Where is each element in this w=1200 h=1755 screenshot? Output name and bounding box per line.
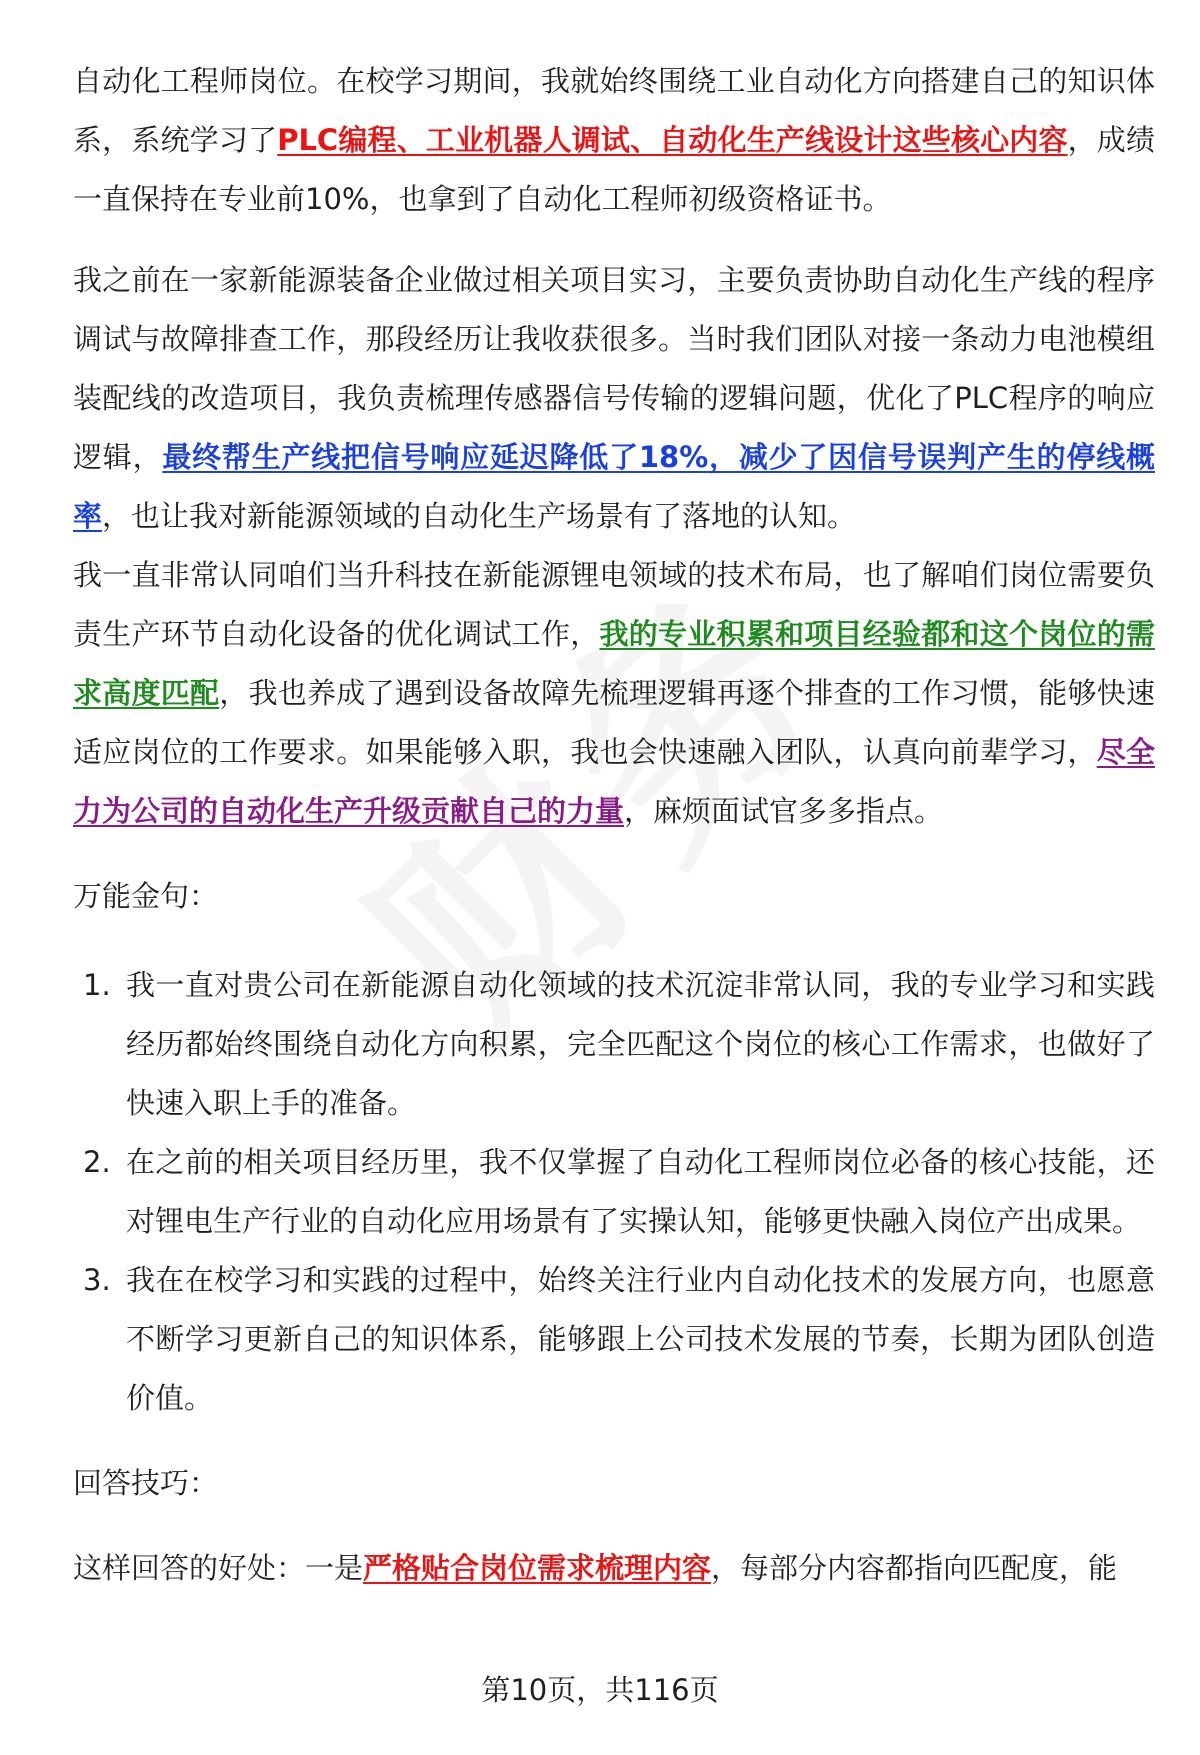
list-text: 我一直对贵公司在新能源自动化领域的技术沉淀非常认同，我的专业学习和实践经历都始终围绕自动化方向积累，完全匹配这个岗位的核心工作需求，也做好了快速入职上手的准备。 bbox=[126, 968, 1155, 1120]
list-number: 2. bbox=[83, 1145, 111, 1179]
text: ，成绩一直保持在专业前10%，也拿到了自动化工程师初级资格证书。 bbox=[73, 123, 1155, 216]
paragraph-education bbox=[73, 52, 1155, 229]
highlight-purple: 尽全力为公司的自动化生产升级贡献自己的力量 bbox=[73, 735, 1155, 828]
list-text: 在之前的相关项目经历里，我不仅掌握了自动化工程师岗位必备的核心技能，还对锂电生产行业的自动化应用场景有了实操认知，能够更快融入岗位产出成果。 bbox=[126, 1145, 1155, 1238]
highlight-green: 我的专业积累和项目经验都和这个岗位的需求高度匹配 bbox=[73, 617, 1155, 710]
paragraph-internship bbox=[73, 251, 1155, 546]
phrases-list bbox=[73, 956, 1155, 1428]
text: 这样回答的好处：一是 bbox=[73, 1551, 364, 1585]
list-number: 1. bbox=[83, 968, 111, 1002]
text: ，每部分内容都指向匹配度，能 bbox=[711, 1551, 1118, 1585]
text: 我一直非常认同咱们当升科技在新能源锂电领域的技术布局，也了解咱们岗位需要负责生产环节自动化设备的优化调试工作， bbox=[73, 558, 1155, 651]
text: ，麻烦面试官多多指点。 bbox=[624, 794, 944, 828]
list-text: 我在在校学习和实践的过程中，始终关注行业内自动化技术的发展方向，也愿意不断学习更新自己的知识体系，能够跟上公司技术发展的节奏，长期为团队创造价值。 bbox=[126, 1263, 1155, 1415]
highlight-blue: 最终帮生产线把信号响应延迟降低了18%，减少了因信号误判产生的停线概率 bbox=[73, 440, 1155, 533]
content-body bbox=[73, 52, 1155, 1598]
text: ，也让我对新能源领域的自动化生产场景有了落地的认知。 bbox=[102, 499, 857, 533]
text: 我之前在一家新能源装备企业做过相关项目实习，主要负责协助自动化生产线的程序调试与故障排查工作，那段经历让我收获很多。当时我们团队对接一条动力电池模组装配线的改造项目，我负责梳理传感器信号传输的逻辑问题，优化了PLC程序的响应逻辑， bbox=[73, 263, 1155, 474]
list-number: 3. bbox=[83, 1263, 111, 1297]
list-item bbox=[73, 1133, 1155, 1251]
paragraph-motivation bbox=[73, 546, 1155, 841]
highlight-red: 严格贴合岗位需求梳理内容 bbox=[363, 1551, 712, 1585]
page-number: 第10页，共116页 bbox=[481, 1673, 719, 1707]
list-item bbox=[73, 1251, 1155, 1428]
section-title-phrases: 万能金句： bbox=[73, 879, 219, 913]
text: ，我也养成了遇到设备故障先梳理逻辑再逐个排查的工作习惯，能够快速适应岗位的工作要求。如果能够入职，我也会快速融入团队，认真向前辈学习， bbox=[73, 676, 1155, 769]
section-title-tips: 回答技巧： bbox=[73, 1466, 219, 1500]
highlight-red: PLC编程、工业机器人调试、自动化生产线设计这些核心内容 bbox=[277, 123, 1068, 157]
list-item bbox=[73, 956, 1155, 1133]
paragraph-tips bbox=[73, 1539, 1155, 1598]
text: 自动化工程师岗位。在校学习期间，我就始终围绕工业自动化方向搭建自己的知识体系，系统学习了 bbox=[73, 64, 1155, 157]
